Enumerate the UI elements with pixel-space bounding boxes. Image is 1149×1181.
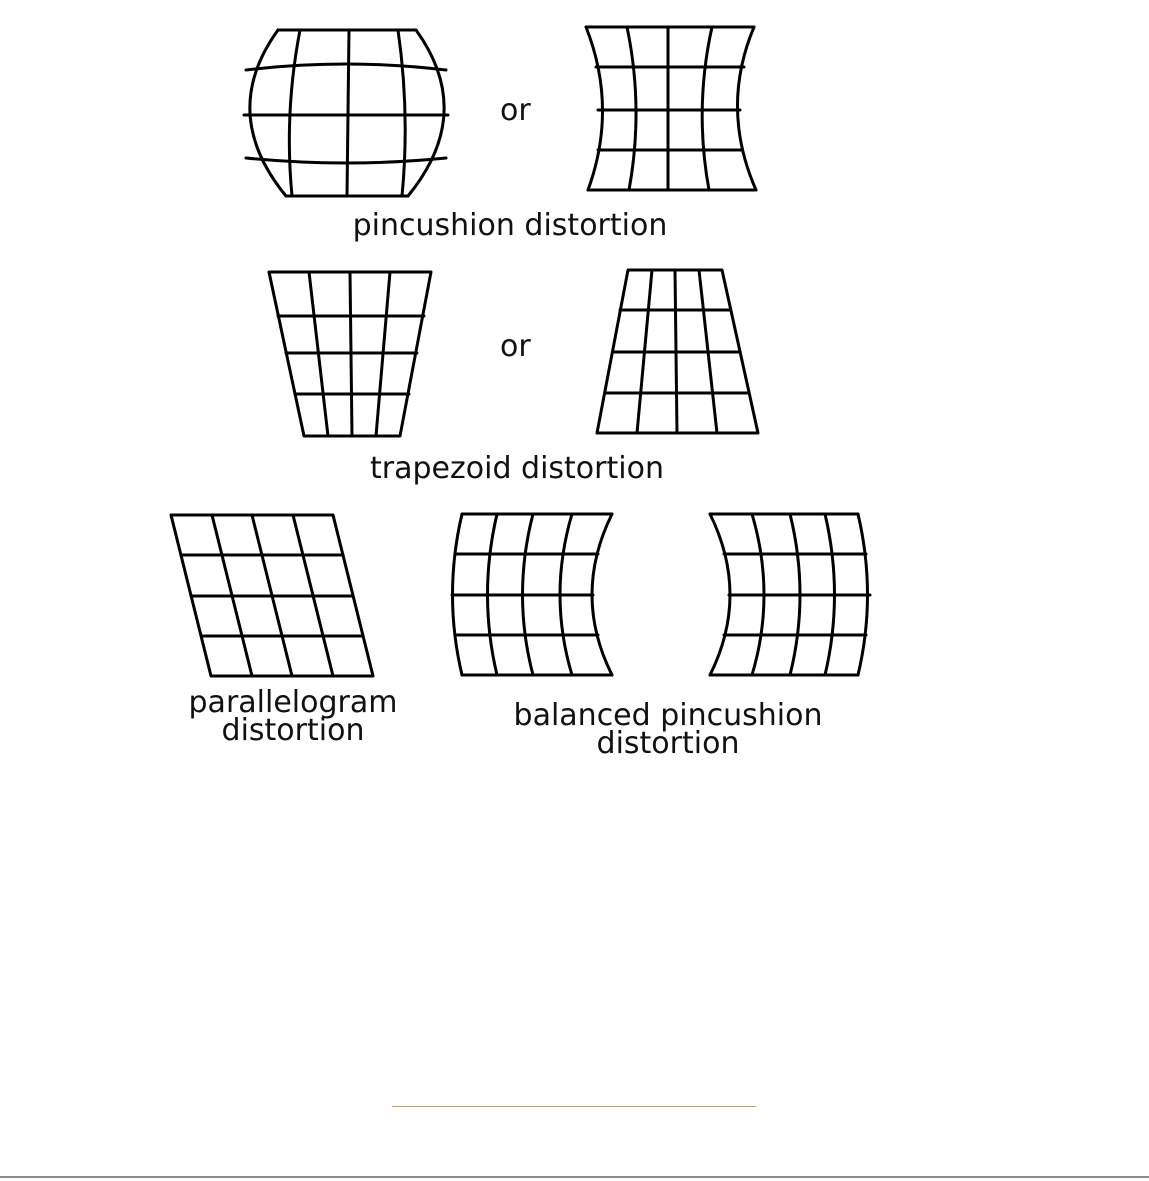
balanced-pincushion-grid-right: [710, 514, 870, 675]
gold-divider: [392, 1106, 756, 1107]
trapezoid-grid-narrow-bottom: [269, 272, 431, 436]
caption-parallelogram-line2: distortion: [221, 713, 365, 748]
or-label-trapezoid: or: [500, 329, 531, 364]
pincushion-grid-concave: [586, 27, 756, 190]
pincushion-grid-barrel: [244, 30, 448, 196]
trapezoid-grid-narrow-top: [597, 270, 758, 433]
caption-trapezoid: trapezoid distortion: [370, 451, 664, 486]
balanced-pincushion-grid-left: [452, 514, 612, 675]
caption-balanced-pincushion-line1: balanced pincushion: [513, 698, 823, 733]
caption-balanced-pincushion-line2: distortion: [596, 726, 740, 761]
caption-pincushion: pincushion distortion: [352, 208, 668, 243]
caption-parallelogram-line1: parallelogram: [188, 685, 398, 720]
page-bottom-divider: [0, 1176, 1149, 1178]
or-label-pincushion: or: [500, 93, 531, 128]
parallelogram-grid: [171, 515, 373, 676]
